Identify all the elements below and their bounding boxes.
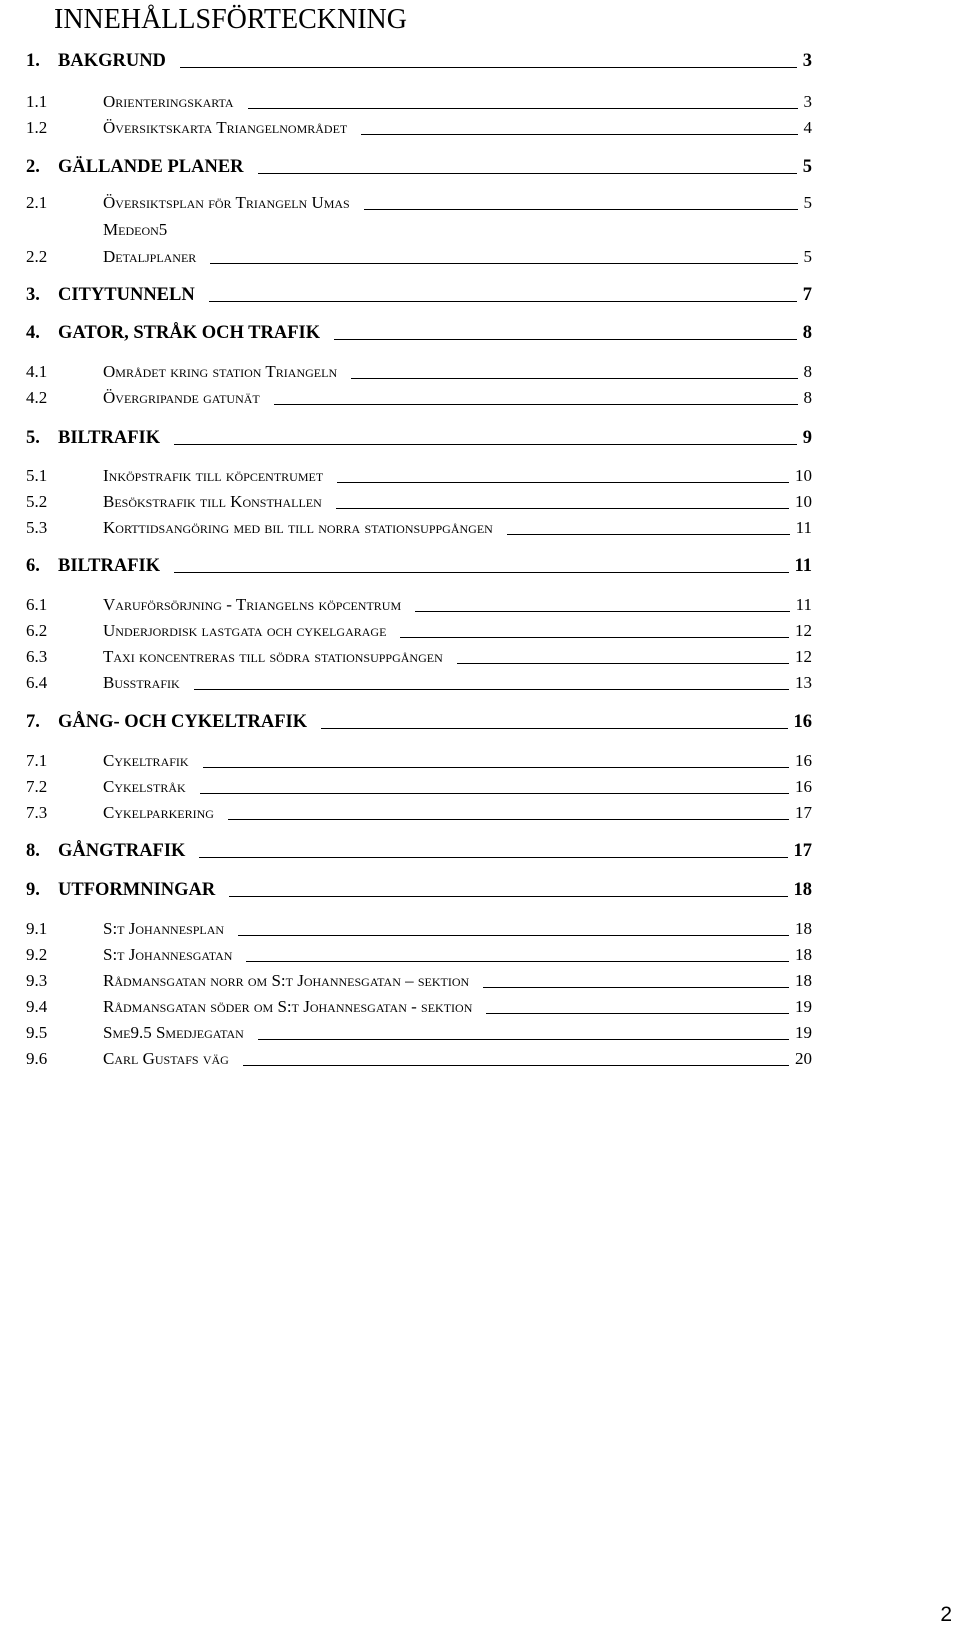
toc-subsection-entry[interactable] <box>0 774 960 800</box>
leader-line <box>180 67 797 68</box>
entry-page-number: 17 <box>793 841 812 861</box>
leader-line <box>258 1039 789 1040</box>
leader-line <box>243 1065 789 1066</box>
leader-line <box>337 482 789 483</box>
leader-line <box>203 767 789 768</box>
entry-page-number: 5 <box>803 193 812 212</box>
toc-section-entry[interactable] <box>0 553 960 579</box>
toc-subsection-entry[interactable] <box>0 385 960 411</box>
entry-title: Cykelstråk <box>103 777 186 796</box>
entry-title: Översiktsplan för Triangeln Umas <box>103 193 350 212</box>
toc-section-entry[interactable] <box>0 320 960 346</box>
entry-title: Varuförsörjning - Triangelns köpcentrum <box>103 595 402 614</box>
entry-number: 6.3 <box>26 647 48 666</box>
toc-subsection-entry[interactable] <box>0 463 960 489</box>
entry-page-number: 10 <box>795 466 812 485</box>
entry-number: 2. <box>26 157 40 177</box>
entry-page-number: 18 <box>793 880 812 900</box>
toc-subsection-entry[interactable] <box>0 968 960 994</box>
entry-number: 4.1 <box>26 362 48 381</box>
entry-page-number: 13 <box>795 673 812 692</box>
leader-line <box>457 663 789 664</box>
entry-page-number: 16 <box>795 777 812 796</box>
leader-line <box>194 689 789 690</box>
toc-section-entry[interactable] <box>0 282 960 308</box>
entry-title: Övergripande gatunät <box>103 388 260 407</box>
entry-number: 9.4 <box>26 997 48 1016</box>
entry-title: GÅNG- OCH CYKELTRAFIK <box>58 712 308 732</box>
entry-title: BILTRAFIK <box>58 428 161 448</box>
toc-section-entry[interactable] <box>0 877 960 903</box>
leader-line <box>210 263 798 264</box>
leader-line <box>238 935 789 936</box>
entry-number: 6. <box>26 556 40 576</box>
leader-line <box>486 1013 789 1014</box>
toc-section-entry[interactable] <box>0 154 960 180</box>
entry-page-number: 5 <box>803 247 812 266</box>
page-number: 2 <box>940 1603 952 1626</box>
entry-page-number: 19 <box>795 997 812 1016</box>
entry-title: Medeon5 <box>103 220 168 239</box>
entry-number: 1.2 <box>26 118 48 137</box>
entry-page-number: 11 <box>795 518 812 537</box>
entry-title: Underjordisk lastgata och cykelgarage <box>103 621 387 640</box>
toc-subsection-entry[interactable] <box>0 359 960 385</box>
entry-page-number: 3 <box>803 92 812 111</box>
entry-title: Översiktskarta Triangelnområdet <box>103 118 348 137</box>
entry-number: 4.2 <box>26 388 48 407</box>
entry-page-number: 16 <box>793 712 812 732</box>
entry-number: 5.2 <box>26 492 48 511</box>
entry-title: GÄLLANDE PLANER <box>58 157 244 177</box>
toc-subsection-entry[interactable] <box>0 670 960 696</box>
toc-subsection-entry[interactable] <box>0 748 960 774</box>
leader-line <box>364 209 798 210</box>
leader-line <box>199 857 788 858</box>
entry-title: BAKGRUND <box>58 51 166 71</box>
toc-subsection-entry[interactable] <box>0 592 960 618</box>
entry-number: 4. <box>26 323 40 343</box>
leader-line <box>483 987 789 988</box>
entry-title: CITYTUNNELN <box>58 285 195 305</box>
entry-title: UTFORMNINGAR <box>58 880 216 900</box>
entry-title: Området kring station Triangeln <box>103 362 338 381</box>
entry-number: 9.5 <box>26 1023 48 1042</box>
entry-title: Sme9.5 Smedjegatan <box>103 1023 244 1042</box>
entry-page-number: 18 <box>795 971 812 990</box>
entry-page-number: 18 <box>795 919 812 938</box>
toc-subsection-entry[interactable] <box>0 800 960 826</box>
entry-number: 1. <box>26 51 40 71</box>
entry-number: 1.1 <box>26 92 48 111</box>
entry-page-number: 4 <box>803 118 812 137</box>
toc-subsection-entry[interactable] <box>0 89 960 115</box>
entry-title: Inköpstrafik till köpcentrumet <box>103 466 324 485</box>
entry-page-number: 11 <box>795 595 812 614</box>
leader-line <box>274 404 798 405</box>
leader-line <box>361 134 798 135</box>
entry-page-number: 7 <box>802 285 812 305</box>
entry-page-number: 11 <box>794 556 812 576</box>
leader-line <box>209 301 797 302</box>
entry-page-number: 19 <box>795 1023 812 1042</box>
entry-number: 2.1 <box>26 193 48 212</box>
leader-line <box>174 572 789 573</box>
entry-number: 9.6 <box>26 1049 48 1068</box>
leader-line <box>415 611 790 612</box>
entry-number: 7. <box>26 712 40 732</box>
leader-line <box>258 173 797 174</box>
entry-number: 2.2 <box>26 247 48 266</box>
toc-subsection-entry[interactable] <box>0 916 960 942</box>
toc-subsection-entry[interactable] <box>0 1046 960 1072</box>
entry-page-number: 8 <box>803 388 812 407</box>
entry-number: 6.4 <box>26 673 48 692</box>
entry-title: GATOR, STRÅK OCH TRAFIK <box>58 323 321 343</box>
leader-line <box>174 444 797 445</box>
entry-number: 9. <box>26 880 40 900</box>
toc-subsection-entry[interactable] <box>0 190 960 216</box>
leader-line <box>229 896 788 897</box>
entry-title: Taxi koncentreras till södra stationsuppgången <box>103 647 443 666</box>
entry-title: Rådmansgatan norr om S:t Johannesgatan – sektion <box>103 971 470 990</box>
entry-page-number: 8 <box>802 323 812 343</box>
toc-section-entry[interactable] <box>0 48 960 74</box>
entry-title: Besökstrafik till Konsthallen <box>103 492 322 511</box>
leader-line <box>334 339 797 340</box>
leader-line <box>248 108 798 109</box>
entry-number: 6.2 <box>26 621 48 640</box>
leader-line <box>228 819 789 820</box>
entry-number: 9.3 <box>26 971 48 990</box>
leader-line <box>507 534 790 535</box>
entry-page-number: 10 <box>795 492 812 511</box>
entry-page-number: 5 <box>802 157 812 177</box>
entry-title: S:t Johannesgatan <box>103 945 233 964</box>
leader-line <box>351 378 798 379</box>
entry-title: Detaljplaner <box>103 247 197 266</box>
toc-section-entry[interactable] <box>0 709 960 735</box>
entry-number: 7.2 <box>26 777 48 796</box>
entry-title: Cykelparkering <box>103 803 214 822</box>
entry-title: Rådmansgatan söder om S:t Johannesgatan - sektion <box>103 997 473 1016</box>
entry-title: Korttidsangöring med bil till norra stationsuppgången <box>103 518 493 537</box>
leader-line <box>400 637 789 638</box>
entry-number: 3. <box>26 285 40 305</box>
entry-page-number: 8 <box>803 362 812 381</box>
toc-subsection-entry[interactable] <box>0 994 960 1020</box>
entry-number: 9.2 <box>26 945 48 964</box>
entry-number: 5.1 <box>26 466 48 485</box>
toc-subsection-entry[interactable] <box>0 515 960 541</box>
entry-number: 5.3 <box>26 518 48 537</box>
entry-title: Orienteringskarta <box>103 92 234 111</box>
toc-subsection-entry[interactable] <box>0 489 960 515</box>
entry-page-number: 3 <box>802 51 812 71</box>
entry-page-number: 9 <box>802 428 812 448</box>
toc-section-entry[interactable] <box>0 838 960 864</box>
toc-subsection-entry[interactable] <box>0 217 960 243</box>
leader-line <box>336 508 789 509</box>
leader-line <box>321 728 788 729</box>
entry-page-number: 20 <box>795 1049 812 1068</box>
entry-page-number: 12 <box>795 621 812 640</box>
entry-page-number: 16 <box>795 751 812 770</box>
entry-number: 8. <box>26 841 40 861</box>
toc-title: INNEHÅLLSFÖRTECKNING <box>54 4 407 35</box>
entry-title: S:t Johannesplan <box>103 919 225 938</box>
leader-line <box>246 961 789 962</box>
entry-number: 9.1 <box>26 919 48 938</box>
entry-number: 5. <box>26 428 40 448</box>
leader-line <box>200 793 789 794</box>
entry-title: Cykeltrafik <box>103 751 189 770</box>
entry-page-number: 18 <box>795 945 812 964</box>
toc-subsection-entry[interactable] <box>0 115 960 141</box>
entry-title: Carl Gustafs väg <box>103 1049 229 1068</box>
toc-subsection-entry[interactable] <box>0 942 960 968</box>
toc-subsection-entry[interactable] <box>0 1020 960 1046</box>
entry-number: 6.1 <box>26 595 48 614</box>
toc-section-entry[interactable] <box>0 425 960 451</box>
entry-title: BILTRAFIK <box>58 556 161 576</box>
entry-page-number: 17 <box>795 803 812 822</box>
entry-title: Busstrafik <box>103 673 180 692</box>
entry-page-number: 12 <box>795 647 812 666</box>
entry-title: GÅNGTRAFIK <box>58 841 186 861</box>
entry-number: 7.1 <box>26 751 48 770</box>
entry-number: 7.3 <box>26 803 48 822</box>
toc-subsection-entry[interactable] <box>0 244 960 270</box>
toc-subsection-entry[interactable] <box>0 618 960 644</box>
toc-subsection-entry[interactable] <box>0 644 960 670</box>
